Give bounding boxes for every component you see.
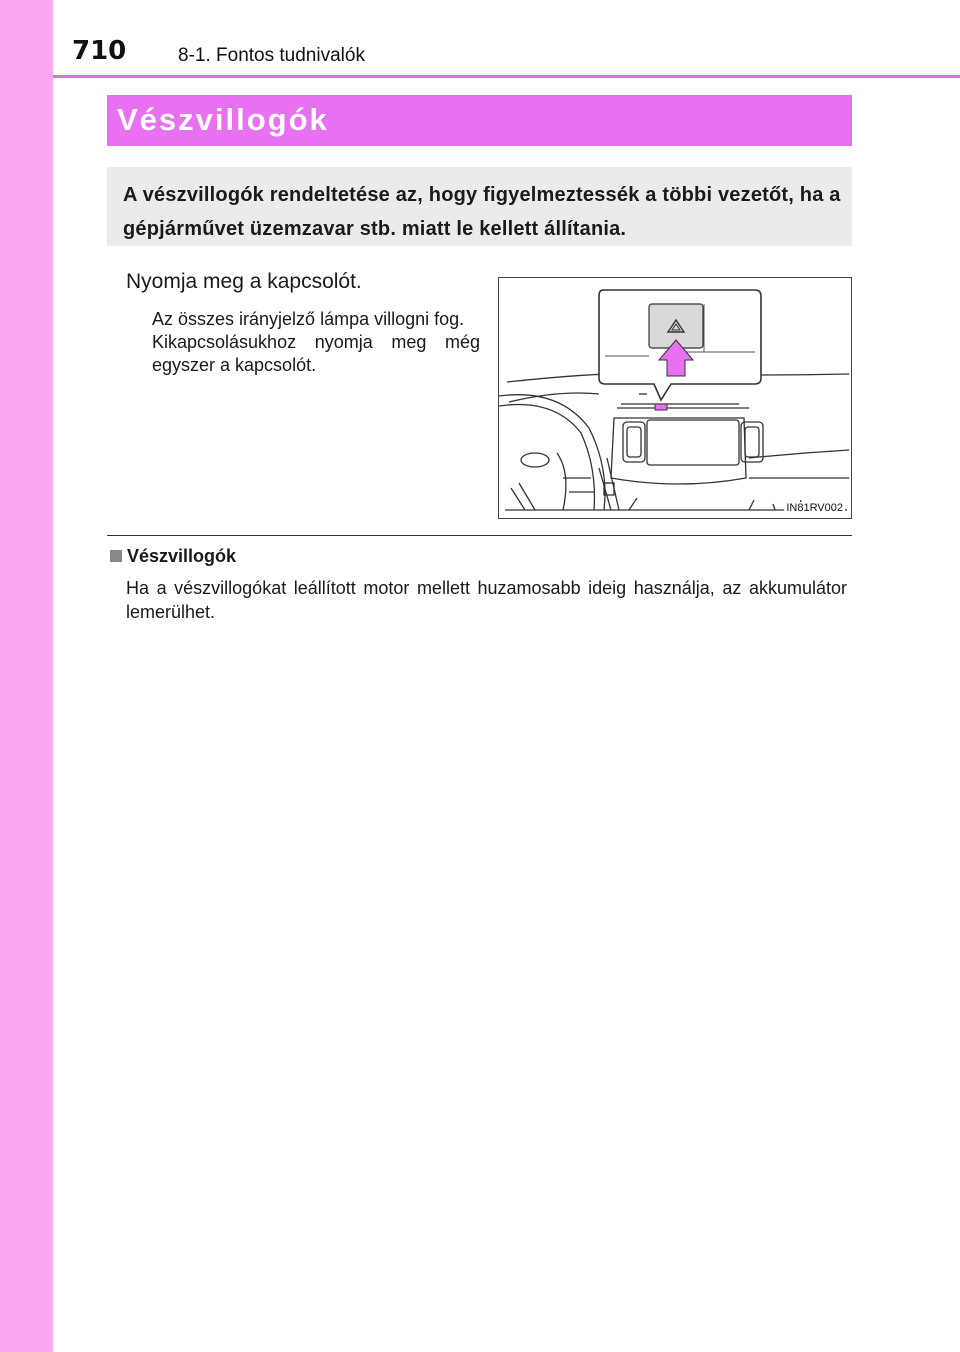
step-detail-line-1: Az összes irányjelző lámpa villogni fog. bbox=[152, 309, 465, 329]
page-number: 710 bbox=[72, 36, 127, 66]
step-instruction: Nyomja meg a kapcsolót. bbox=[126, 270, 362, 293]
dashboard-illustration bbox=[498, 277, 852, 519]
step-detail-line-2: Kikapcsolásukhoz nyomja meg még egyszer a kapcsolót. bbox=[152, 332, 480, 375]
intro-text: A vészvillogók rendeltetése az, hogy figyelmeztessék a többi vezetőt, ha a gépjárművet üzemzavar stb. miatt le kellett állítania. bbox=[123, 184, 841, 240]
section-reference: 8-1. Fontos tudnivalók bbox=[178, 45, 365, 66]
note-body: Ha a vészvillogókat leállított motor mellett huzamosabb ideig használja, az akkumulátor lemerülhet. bbox=[126, 578, 847, 622]
title-bar bbox=[107, 95, 852, 146]
note-heading-text: Vészvillogók bbox=[127, 546, 237, 566]
note-heading bbox=[110, 546, 236, 567]
page-title: Vészvillogók bbox=[117, 102, 329, 137]
side-color-bar bbox=[0, 0, 53, 1352]
bullet-square-icon bbox=[110, 550, 122, 562]
intro-box bbox=[107, 167, 852, 246]
step-detail bbox=[152, 308, 480, 377]
section-divider bbox=[107, 535, 852, 536]
dashboard-drawing bbox=[499, 278, 852, 519]
header-rule bbox=[53, 75, 960, 78]
illustration-code: IN81RV002 bbox=[786, 502, 843, 514]
